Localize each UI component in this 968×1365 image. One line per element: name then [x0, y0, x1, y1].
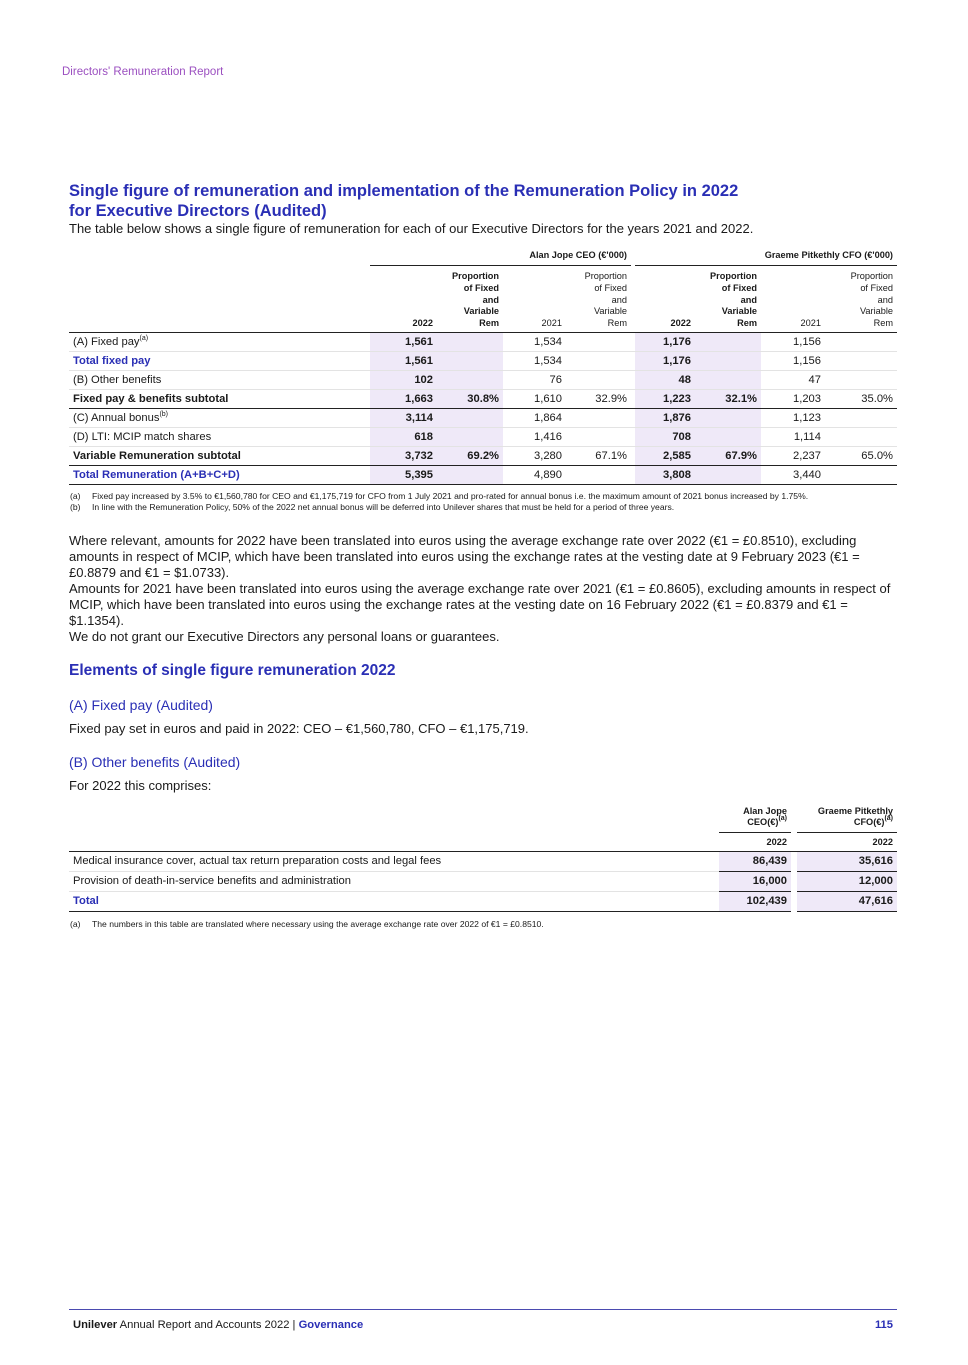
fixed-pay-title: (A) Fixed pay (Audited)	[69, 696, 213, 713]
table-row-benefits-total: Total 102,439 47,616	[69, 891, 897, 911]
table-row-medical: Medical insurance cover, actual tax return preparation costs and legal fees 86,439 35,616	[69, 851, 897, 871]
fixed-pay-text: Fixed pay set in euros and paid in 2022: CEO – €1,560,780, CFO – €1,175,719.	[69, 720, 529, 736]
footer-brand: Unilever	[73, 1319, 118, 1331]
page-number: 115	[874, 1319, 893, 1331]
table-row-death-in-service: Provision of death-in-service benefits and administration 16,000 12,000	[69, 871, 897, 891]
col-cfo-2022: 2022	[635, 266, 695, 333]
table-row-fixed-pay: (A) Fixed pay$^{(a)}$ 1,561 1,534 1,176 1,156	[69, 332, 897, 351]
benefits-year-row: 2022 2022	[69, 832, 897, 851]
col-cfo-2022-proportion: Proportion of Fixed and Variable Rem	[695, 266, 761, 333]
table-row-total-remuneration: Total Remuneration (A+B+C+D) 5,395 4,890 3,808 3,440	[69, 465, 897, 484]
other-benefits-table	[69, 806, 897, 912]
other-benefits-title: (B) Other benefits (Audited)	[69, 753, 241, 770]
section-title	[69, 181, 897, 221]
section-title-line-2: for Executive Directors (Audited)	[69, 202, 327, 220]
column-header-row	[69, 266, 897, 333]
col-ceo-2022: 2022	[370, 266, 437, 333]
footer-title: Unilever Annual Report and Accounts 2022 | Governance	[73, 1319, 364, 1331]
footnote-a: (a) Fixed pay increased by 3.5% to €1,560,780 for CEO and €1,175,719 for CFO from 1 July 2021 and pro-rated for annual bonus i.e. the maximum amount of 2021 bonus increased by 1.75%.	[70, 490, 809, 501]
cfo-group-header: Graeme Pitkethly CFO (€'000)	[635, 247, 897, 266]
footnote-b: (b) In line with the Remuneration Policy, 50% of the 2022 net annual bonus will be deferred into Unilever shares that must be held for a period of three years.	[70, 501, 675, 512]
footnote-ref: (a)	[139, 334, 149, 342]
section-title-line-1: Single figure of remuneration and implementation of the Remuneration Policy in 2022	[69, 182, 739, 200]
table-row-variable-subtotal: Variable Remuneration subtotal 3,732 69.2% 3,280 67.1% 2,585 67.9% 2,237 65.0%	[69, 446, 897, 465]
table-row-lti-mcip: (D) LTI: MCIP match shares 618 1,416 708 1,114	[69, 427, 897, 446]
ceo-group-header: Alan Jope CEO (€'000)	[370, 247, 631, 266]
main-content	[69, 181, 897, 929]
exchange-rate-2022-paragraph: Where relevant, amounts for 2022 have been translated into euros using the average exchange rate over 2022 (€1 = £0.8510), excluding amounts in respect of MCIP, which have been translated into euros using the exchange rates at the vesting date at 9 February 2023 (€1 = £0.8879 and €1 = $1.0733).	[69, 532, 860, 580]
benefits-footnote-a: (a) The numbers in this table are translated where necessary using the average exchange rate over 2022 of €1 = £0.8510.	[70, 918, 544, 929]
group-header-row	[69, 247, 897, 266]
table-footnotes	[69, 491, 897, 513]
table-row-other-benefits: (B) Other benefits 102 76 48 47	[69, 370, 897, 389]
other-benefits-text: For 2022 this comprises:	[69, 777, 212, 793]
col-ceo-2022-proportion: Proportion of Fixed and Variable Rem	[437, 266, 503, 333]
footer-section-link[interactable]: Governance	[298, 1319, 364, 1331]
table-row-fixed-subtotal: Fixed pay & benefits subtotal 1,663 30.8% 1,610 32.9% 1,223 32.1% 1,203 35.0%	[69, 389, 897, 408]
table-row-total-fixed-pay: Total fixed pay 1,561 1,534 1,176 1,156	[69, 351, 897, 370]
table-row-annual-bonus: (C) Annual bonus$^{(b)}$ 3,114 1,864 1,876 1,123	[69, 408, 897, 427]
running-head: Directors' Remuneration Report	[62, 66, 224, 78]
col-cfo: Graeme Pitkethly CFO(€)$^{(a)}$	[797, 806, 897, 833]
benefits-header-row	[69, 806, 897, 833]
elements-title: Elements of single figure remuneration 2022	[69, 661, 396, 679]
col-ceo-2021-proportion: Proportion of Fixed and Variable Rem	[566, 266, 631, 333]
col-cfo-2021-proportion: Proportion of Fixed and Variable Rem	[825, 266, 897, 333]
single-figure-table	[69, 247, 897, 485]
col-ceo: Alan Jope CEO(€)$^{(a)}$	[719, 806, 791, 833]
col-ceo-2021: 2021	[503, 266, 566, 333]
loans-paragraph: We do not grant our Executive Directors any personal loans or guarantees.	[69, 628, 500, 644]
exchange-rate-2021-paragraph: Amounts for 2021 have been translated into euros using the average exchange rate over 2021 (€1 = £0.8605), excluding amounts in respect of MCIP, which have been translated into euros using the exchange rates at the vesting date on 16 February 2022 (€1 = £0.8379 and €1 = $1.1354).	[69, 580, 891, 628]
footnote-ref: (b)	[159, 410, 169, 418]
intro-text: The table below shows a single figure of remuneration for each of our Executive Directors for the years 2021 and 2022.	[69, 221, 754, 236]
page-footer	[69, 1309, 897, 1331]
col-cfo-2021: 2021	[761, 266, 825, 333]
